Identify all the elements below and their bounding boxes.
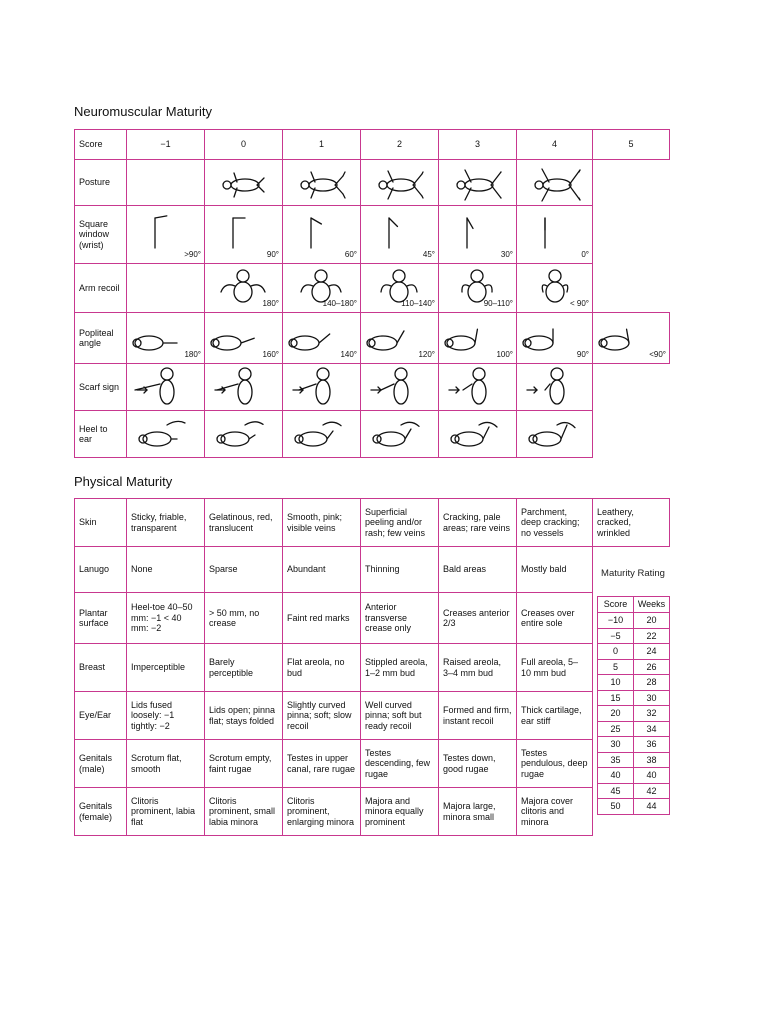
neuromuscular-row	[75, 206, 670, 264]
figure-cell	[283, 206, 361, 264]
degree-label: 45°	[422, 249, 435, 259]
criteria-cell: Superficial peeling and/or rash; few veins	[361, 499, 439, 547]
neuromuscular-row	[75, 264, 670, 313]
figure-cell	[127, 364, 205, 411]
degree-label: 180°	[262, 298, 279, 308]
physical-row	[75, 593, 670, 644]
degree-label: 90–110°	[483, 298, 513, 308]
maturity-row	[598, 706, 670, 722]
figure-cell	[205, 364, 283, 411]
criteria-cell: Testes descending, few rugae	[361, 740, 439, 788]
degree-label: 140–180°	[322, 298, 357, 308]
criteria-cell: Scrotum flat, smooth	[127, 740, 205, 788]
scarf-illustration	[283, 364, 361, 409]
figure-cell	[283, 364, 361, 411]
maturity-row	[598, 613, 670, 629]
criteria-cell: None	[127, 547, 205, 593]
physical-row	[75, 644, 670, 692]
score-column-header: 3	[439, 130, 517, 160]
criteria-cell: Lids open; pinna flat; stays folded	[205, 692, 283, 740]
empty-cell	[593, 364, 670, 411]
row-label: Posture	[75, 160, 127, 206]
figure-cell	[439, 264, 517, 313]
posture-figure	[535, 169, 580, 201]
criteria-cell: Clitoris prominent, small labia minora	[205, 788, 283, 836]
row-label: Scarf sign	[75, 364, 127, 411]
figure-cell	[439, 160, 517, 206]
heel-figure	[217, 422, 263, 446]
scarf-illustration	[517, 364, 595, 409]
posture-figure	[223, 173, 264, 197]
row-label: Heel to ear	[75, 411, 127, 458]
score-value: 40	[598, 768, 634, 784]
maturity-row	[598, 659, 670, 675]
criteria-cell: Gelatinous, red, translucent	[205, 499, 283, 547]
figure-cell	[517, 264, 593, 313]
criteria-cell: Anterior transverse crease only	[361, 593, 439, 644]
row-label: Genitals (male)	[75, 740, 127, 788]
posture-illustration	[361, 160, 439, 204]
popliteal-figure	[133, 336, 177, 350]
posture-illustration	[283, 160, 361, 204]
maturity-row	[598, 752, 670, 768]
figure-cell	[517, 313, 593, 364]
figure-cell	[127, 313, 205, 364]
row-label: Lanugo	[75, 547, 127, 593]
weeks-value: 24	[634, 644, 670, 660]
criteria-cell: Imperceptible	[127, 644, 205, 692]
figure-cell	[439, 364, 517, 411]
criteria-cell: Well curved pinna; soft but ready recoil	[361, 692, 439, 740]
scarf-illustration	[127, 364, 205, 409]
empty-cell	[593, 206, 670, 264]
figure-cell	[127, 411, 205, 458]
posture-figure	[457, 170, 501, 200]
scarf-figure	[371, 368, 408, 404]
degree-label: 100°	[496, 349, 513, 359]
criteria-cell: Testes in upper canal, rare rugae	[283, 740, 361, 788]
maturity-row	[598, 690, 670, 706]
criteria-cell: Mostly bald	[517, 547, 593, 593]
maturity-row	[598, 768, 670, 784]
criteria-cell: Scrotum empty, faint rugae	[205, 740, 283, 788]
figure-cell	[205, 264, 283, 313]
criteria-cell: Flat areola, no bud	[283, 644, 361, 692]
physical-table	[74, 498, 670, 836]
weeks-value: 20	[634, 613, 670, 629]
figure-cell	[439, 313, 517, 364]
maturity-rating-table	[597, 596, 670, 815]
criteria-cell: Slightly curved pinna; soft; slow recoil	[283, 692, 361, 740]
arm-figure	[462, 270, 492, 302]
degree-label: <90°	[649, 349, 666, 359]
score-value: 15	[598, 690, 634, 706]
figure-cell	[361, 160, 439, 206]
figure-cell	[205, 411, 283, 458]
degree-label: 90°	[576, 349, 589, 359]
score-header: Score	[75, 130, 127, 160]
neuromuscular-table	[74, 129, 670, 458]
degree-label: 60°	[344, 249, 357, 259]
scarf-figure	[215, 368, 252, 404]
criteria-cell: Creases over entire sole	[517, 593, 593, 644]
score-column-header: 5	[593, 130, 670, 160]
criteria-cell: Majora large, minora small	[439, 788, 517, 836]
row-label: Breast	[75, 644, 127, 692]
empty-cell	[593, 411, 670, 458]
popliteal-figure	[367, 331, 404, 350]
window-figure	[233, 218, 245, 248]
figure-cell	[127, 160, 205, 206]
score-value: 10	[598, 675, 634, 691]
figure-cell	[439, 411, 517, 458]
physical-row	[75, 788, 670, 836]
figure-cell	[517, 364, 593, 411]
weeks-value: 42	[634, 783, 670, 799]
degree-label: 90°	[266, 249, 279, 259]
score-value: 35	[598, 752, 634, 768]
criteria-cell: Sticky, friable, transparent	[127, 499, 205, 547]
degree-label: < 90°	[570, 298, 589, 308]
weeks-header: Weeks	[634, 597, 670, 613]
weeks-value: 34	[634, 721, 670, 737]
popliteal-figure	[211, 336, 254, 350]
row-label: Skin	[75, 499, 127, 547]
score-value: 20	[598, 706, 634, 722]
score-value: 30	[598, 737, 634, 753]
criteria-cell: Majora cover clitoris and minora	[517, 788, 593, 836]
score-header: Score	[598, 597, 634, 613]
score-value: 0	[598, 644, 634, 660]
scarf-figure	[135, 368, 174, 404]
degree-label: 140°	[340, 349, 357, 359]
figure-cell	[361, 364, 439, 411]
physical-row	[75, 692, 670, 740]
popliteal-figure	[289, 334, 330, 350]
physical-title: Physical Maturity	[74, 474, 173, 489]
figure-cell	[127, 206, 205, 264]
empty-cell	[593, 160, 670, 206]
weeks-value: 22	[634, 628, 670, 644]
window-figure	[311, 218, 321, 248]
row-label: Square window (wrist)	[75, 206, 127, 264]
figure-cell	[517, 160, 593, 206]
maturity-row	[598, 644, 670, 660]
heel-illustration	[439, 411, 517, 456]
physical-row	[75, 547, 670, 593]
posture-illustration	[517, 160, 595, 204]
criteria-cell: Stippled areola, 1–2 mm bud	[361, 644, 439, 692]
criteria-cell: Testes down, good rugae	[439, 740, 517, 788]
window-figure	[467, 218, 473, 248]
row-label: Genitals (female)	[75, 788, 127, 836]
scarf-figure	[449, 368, 486, 404]
degree-label: 160°	[262, 349, 279, 359]
window-figure	[389, 218, 397, 248]
window-figure	[155, 216, 167, 248]
figure-cell	[283, 160, 361, 206]
popliteal-figure	[445, 329, 477, 350]
weeks-value: 40	[634, 768, 670, 784]
popliteal-figure	[599, 329, 629, 350]
degree-label: 0°	[581, 249, 589, 259]
score-value: 25	[598, 721, 634, 737]
figure-cell	[283, 264, 361, 313]
maturity-row	[598, 628, 670, 644]
heel-illustration	[127, 411, 205, 456]
empty-cell	[593, 264, 670, 313]
row-label: Arm recoil	[75, 264, 127, 313]
maturity-row	[598, 783, 670, 799]
criteria-cell: Barely perceptible	[205, 644, 283, 692]
criteria-cell: Parchment, deep cracking; no vessels	[517, 499, 593, 547]
arm-figure	[301, 270, 341, 302]
degree-label: >90°	[184, 249, 201, 259]
criteria-cell: > 50 mm, no crease	[205, 593, 283, 644]
heel-illustration	[283, 411, 361, 456]
neuromuscular-row	[75, 411, 670, 458]
criteria-cell: Heel-toe 40–50 mm: −1 < 40 mm: −2	[127, 593, 205, 644]
scarf-figure	[293, 368, 330, 404]
criteria-cell: Faint red marks	[283, 593, 361, 644]
criteria-cell: Thinning	[361, 547, 439, 593]
figure-cell	[361, 264, 439, 313]
figure-cell	[283, 411, 361, 458]
criteria-cell: Bald areas	[439, 547, 517, 593]
row-label: Popliteal angle	[75, 313, 127, 364]
criteria-cell: Sparse	[205, 547, 283, 593]
degree-label: 110–140°	[401, 298, 435, 308]
maturity-rating-title: Maturity Rating	[601, 568, 665, 579]
figure-cell	[205, 313, 283, 364]
score-value: 5	[598, 659, 634, 675]
criteria-cell: Creases anterior 2/3	[439, 593, 517, 644]
degree-label: 30°	[500, 249, 513, 259]
weeks-value: 26	[634, 659, 670, 675]
weeks-value: 38	[634, 752, 670, 768]
posture-illustration	[205, 160, 283, 204]
criteria-cell: Full areola, 5–10 mm bud	[517, 644, 593, 692]
figure-cell	[593, 313, 670, 364]
neuromuscular-row	[75, 160, 670, 206]
score-column-header: 4	[517, 130, 593, 160]
heel-figure	[451, 422, 497, 446]
figure-cell	[127, 264, 205, 313]
score-value: 45	[598, 783, 634, 799]
physical-row	[75, 740, 670, 788]
criteria-cell: Leathery, cracked, wrinkled	[593, 499, 670, 547]
figure-cell	[205, 206, 283, 264]
heel-figure	[529, 423, 575, 446]
figure-cell	[361, 313, 439, 364]
criteria-cell: Clitoris prominent, enlarging minora	[283, 788, 361, 836]
score-value: −10	[598, 613, 634, 629]
heel-illustration	[361, 411, 439, 456]
weeks-value: 32	[634, 706, 670, 722]
criteria-cell: Testes pendulous, deep rugae	[517, 740, 593, 788]
score-column-header: 2	[361, 130, 439, 160]
figure-cell	[517, 206, 593, 264]
neuromuscular-row	[75, 313, 670, 364]
weeks-value: 28	[634, 675, 670, 691]
neuromuscular-header-row	[75, 130, 670, 160]
neuromuscular-title: Neuromuscular Maturity	[74, 104, 212, 119]
criteria-cell: Majora and minora equally prominent	[361, 788, 439, 836]
maturity-row	[598, 675, 670, 691]
figure-cell	[361, 411, 439, 458]
arm-figure	[381, 270, 417, 302]
criteria-cell: Cracking, pale areas; rare veins	[439, 499, 517, 547]
arm-figure	[542, 270, 568, 302]
figure-cell	[205, 160, 283, 206]
score-column-header: 0	[205, 130, 283, 160]
posture-figure	[301, 172, 345, 198]
degree-label: 180°	[184, 349, 201, 359]
criteria-cell: Smooth, pink; visible veins	[283, 499, 361, 547]
figure-cell	[517, 411, 593, 458]
figure-cell	[439, 206, 517, 264]
heel-illustration	[205, 411, 283, 456]
row-label: Eye/Ear	[75, 692, 127, 740]
figure-cell	[361, 206, 439, 264]
criteria-cell: Lids fused loosely: −1 tightly: −2	[127, 692, 205, 740]
criteria-cell: Formed and firm, instant recoil	[439, 692, 517, 740]
heel-illustration	[517, 411, 595, 456]
criteria-cell: Raised areola, 3–4 mm bud	[439, 644, 517, 692]
weeks-value: 44	[634, 799, 670, 815]
score-column-header: 1	[283, 130, 361, 160]
arm-figure	[221, 270, 265, 302]
posture-illustration	[439, 160, 517, 204]
posture-figure	[379, 171, 423, 199]
weeks-value: 30	[634, 690, 670, 706]
maturity-header-row	[598, 597, 670, 613]
scarf-illustration	[205, 364, 283, 409]
heel-figure	[139, 421, 185, 446]
score-column-header: −1	[127, 130, 205, 160]
criteria-cell: Thick cartilage, ear stiff	[517, 692, 593, 740]
maturity-row	[598, 721, 670, 737]
score-value: −5	[598, 628, 634, 644]
score-value: 50	[598, 799, 634, 815]
heel-figure	[373, 422, 419, 446]
figure-cell	[283, 313, 361, 364]
maturity-row	[598, 737, 670, 753]
scarf-figure	[527, 368, 564, 404]
criteria-cell: Abundant	[283, 547, 361, 593]
heel-figure	[295, 422, 341, 446]
maturity-row	[598, 799, 670, 815]
weeks-value: 36	[634, 737, 670, 753]
physical-row	[75, 499, 670, 547]
scarf-illustration	[361, 364, 439, 409]
degree-label: 120°	[418, 349, 435, 359]
scarf-illustration	[439, 364, 517, 409]
row-label: Plantar surface	[75, 593, 127, 644]
neuromuscular-row	[75, 364, 670, 411]
criteria-cell: Clitoris prominent, labia flat	[127, 788, 205, 836]
popliteal-figure	[523, 329, 553, 350]
